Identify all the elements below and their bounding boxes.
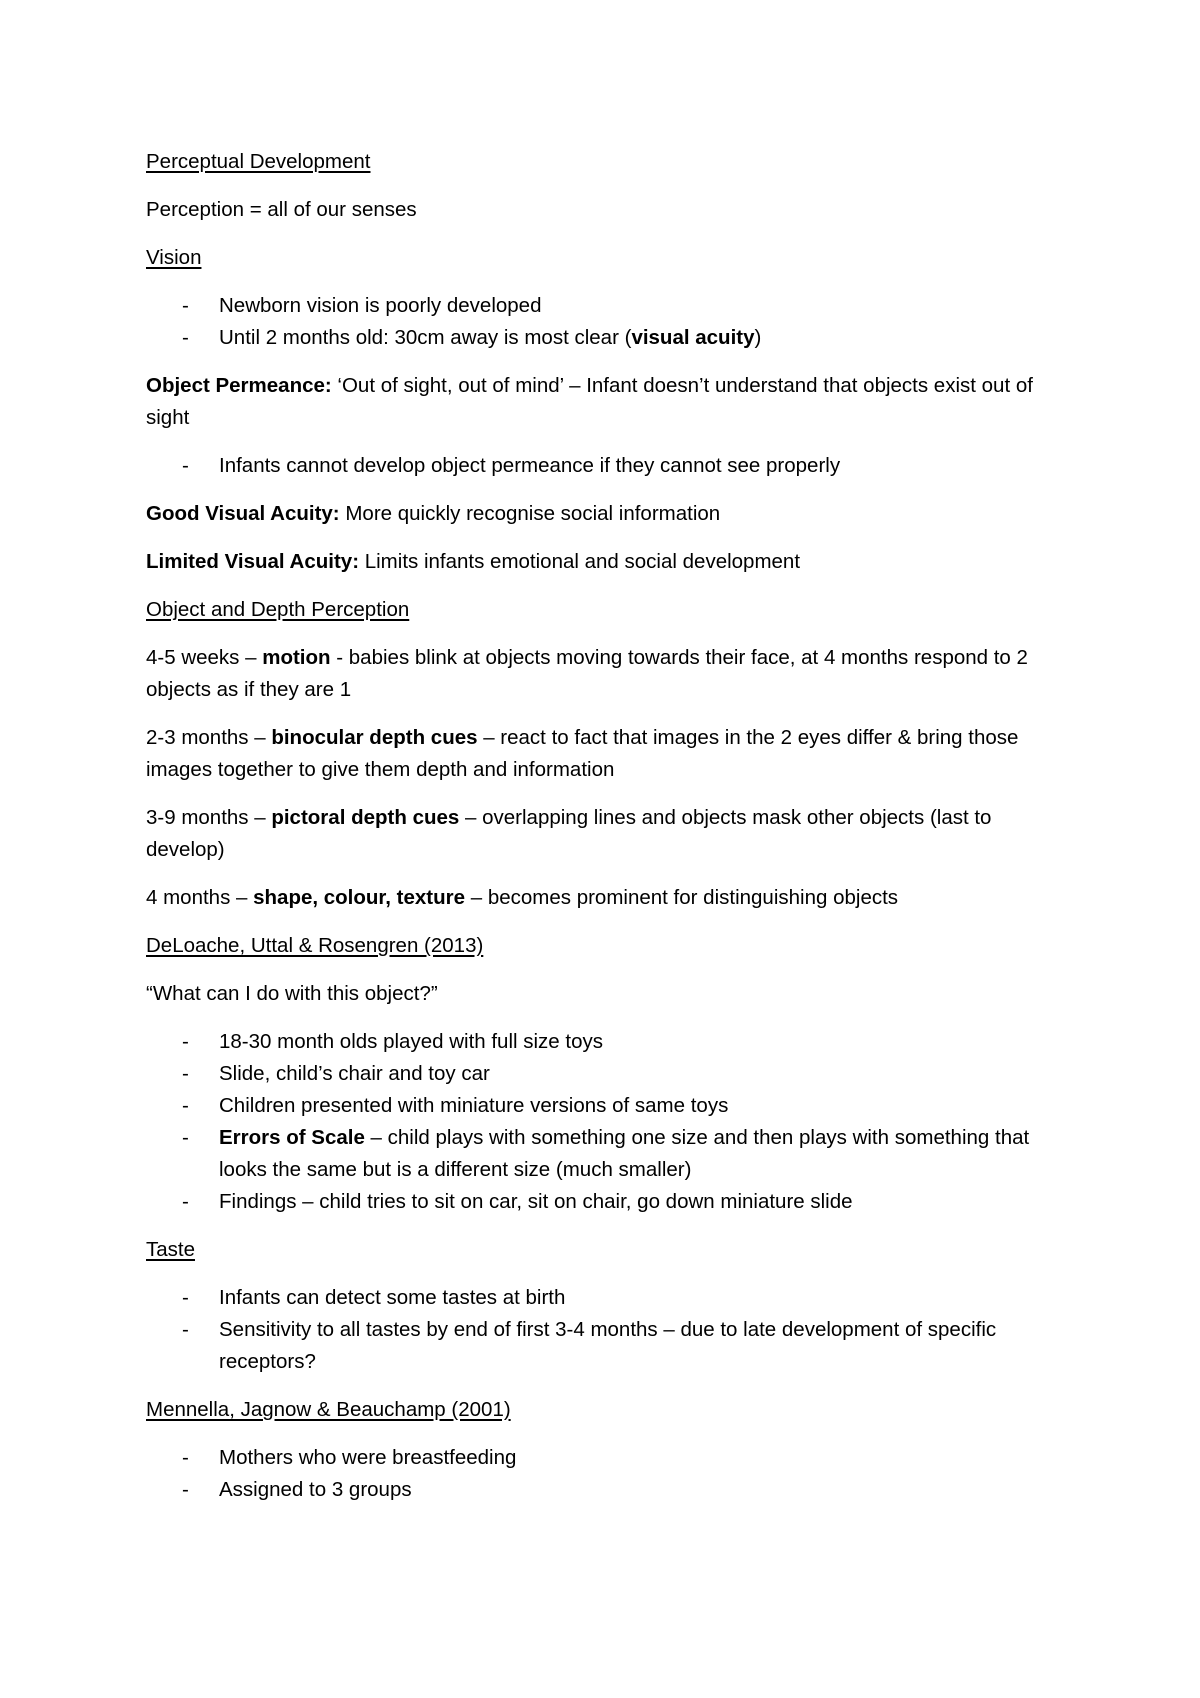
list-item: - Assigned to 3 groups bbox=[146, 1474, 1066, 1506]
vision-list bbox=[146, 290, 1066, 354]
depth-item-shape: 4 months – shape, colour, texture – becomes prominent for distinguishing objects bbox=[146, 886, 899, 909]
list-item: - Children presented with miniature versions of same toys bbox=[146, 1090, 1066, 1122]
deloache-heading: DeLoache, Uttal & Rosengren (2013) bbox=[146, 934, 484, 957]
list-item: - Infants cannot develop object permeance if they cannot see properly bbox=[146, 450, 1066, 482]
depth-heading: Object and Depth Perception bbox=[146, 598, 410, 621]
depth-item-binocular: 2-3 months – binocular depth cues – react to fact that images in the 2 eyes differ & bring those images together to give them depth and information bbox=[146, 726, 1019, 781]
document-body bbox=[146, 146, 1066, 1522]
list-item: - Mothers who were breastfeeding bbox=[146, 1442, 1066, 1474]
list-item: - 18-30 month olds played with full size toys bbox=[146, 1026, 1066, 1058]
deloache-list bbox=[146, 1026, 1066, 1218]
object-permeance-paragraph: Object Permeance: ‘Out of sight, out of mind’ – Infant doesn’t understand that objects exist out of sight bbox=[146, 374, 1033, 429]
good-acuity-paragraph: Good Visual Acuity: More quickly recognise social information bbox=[146, 502, 721, 525]
list-item: - Findings – child tries to sit on car, sit on chair, go down miniature slide bbox=[146, 1186, 1066, 1218]
mennella-list bbox=[146, 1442, 1066, 1506]
list-item: - Sensitivity to all tastes by end of first 3-4 months – due to late development of specific receptors? bbox=[146, 1314, 1066, 1378]
document-title: Perceptual Development bbox=[146, 150, 371, 173]
object-permeance-list bbox=[146, 450, 1066, 482]
list-item: - Until 2 months old: 30cm away is most clear (visual acuity) bbox=[146, 322, 1066, 354]
list-item: - Errors of Scale – child plays with something one size and then plays with something that looks the same but is a different size (much smaller) bbox=[146, 1122, 1066, 1186]
list-item: - Infants can detect some tastes at birth bbox=[146, 1282, 1066, 1314]
deloache-quote: “What can I do with this object?” bbox=[146, 982, 438, 1005]
perception-definition: Perception = all of our senses bbox=[146, 198, 417, 221]
taste-list bbox=[146, 1282, 1066, 1378]
depth-item-pictoral: 3-9 months – pictoral depth cues – overlapping lines and objects mask other objects (last to develop) bbox=[146, 806, 992, 861]
mennella-heading: Mennella, Jagnow & Beauchamp (2001) bbox=[146, 1398, 511, 1421]
depth-item-motion: 4-5 weeks – motion - babies blink at objects moving towards their face, at 4 months respond to 2 objects as if they are 1 bbox=[146, 646, 1028, 701]
taste-heading: Taste bbox=[146, 1238, 195, 1261]
list-item: - Slide, child’s chair and toy car bbox=[146, 1058, 1066, 1090]
limited-acuity-paragraph: Limited Visual Acuity: Limits infants emotional and social development bbox=[146, 550, 801, 573]
list-item: - Newborn vision is poorly developed bbox=[146, 290, 1066, 322]
vision-heading: Vision bbox=[146, 246, 202, 269]
